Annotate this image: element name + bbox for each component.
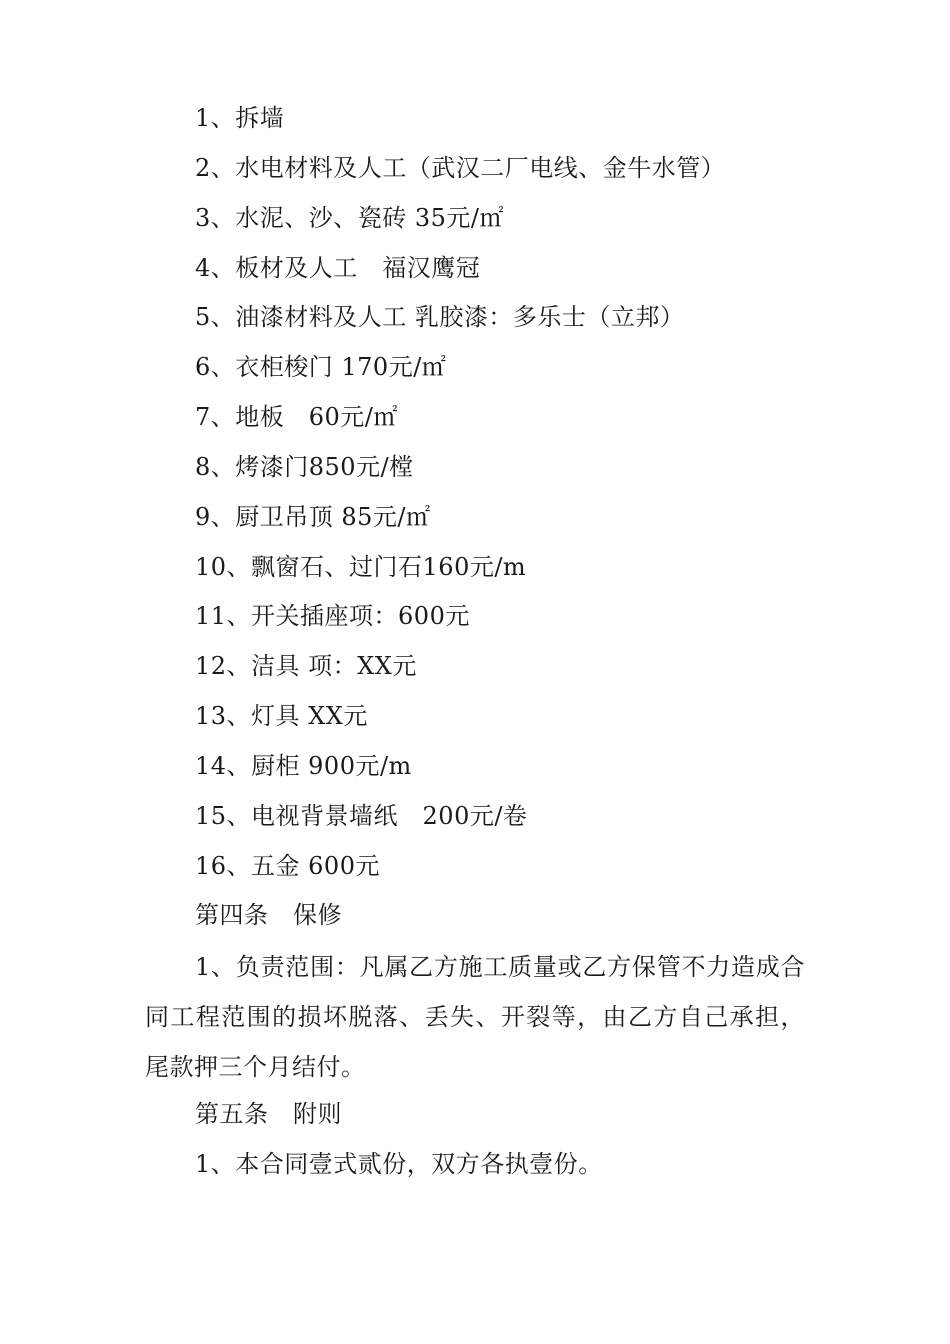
list-item-1: 1、拆墙 — [195, 104, 285, 132]
list-item-8: 8、烤漆门850元/樘 — [195, 453, 414, 481]
list-item-13: 13、灯具 XX元 — [195, 702, 368, 730]
article-5-clause-1: 1、本合同壹式贰份，双方各执壹份。 — [195, 1150, 603, 1178]
list-item-15: 15、电视背景墙纸 200元/卷 — [195, 802, 528, 830]
list-item-6: 6、衣柜梭门 170元/㎡ — [195, 353, 447, 381]
list-item-5: 5、油漆材料及人工 乳胶漆：多乐士（立邦） — [195, 303, 685, 331]
list-item-11: 11、开关插座项：600元 — [195, 602, 470, 630]
list-item-10: 10、飘窗石、过门石160元/m — [195, 553, 527, 581]
article-4-clause-1: 1、负责范围：凡属乙方施工质量或乙方保管不力造成合同工程范围的损坏脱落、丢失、开裂等，由乙方自己承担，尾款押三个月结付。 — [145, 953, 805, 1081]
article-5-heading: 第五条 附则 — [195, 1100, 342, 1128]
list-item-14: 14、厨柜 900元/m — [195, 752, 412, 780]
list-item-16: 16、五金 600元 — [195, 852, 380, 880]
list-item-7: 7、地板 60元/㎡ — [195, 403, 398, 431]
list-item-3: 3、水泥、沙、瓷砖 35元/㎡ — [195, 204, 505, 232]
article-4-heading: 第四条 保修 — [195, 901, 342, 929]
list-item-2: 2、水电材料及人工（武汉二厂电线、金牛水管） — [195, 154, 726, 182]
list-item-12: 12、洁具 项：XX元 — [195, 652, 417, 680]
list-item-9: 9、厨卫吊顶 85元/㎡ — [195, 503, 431, 531]
list-item-4: 4、板材及人工 福汉鹰冠 — [195, 254, 481, 282]
